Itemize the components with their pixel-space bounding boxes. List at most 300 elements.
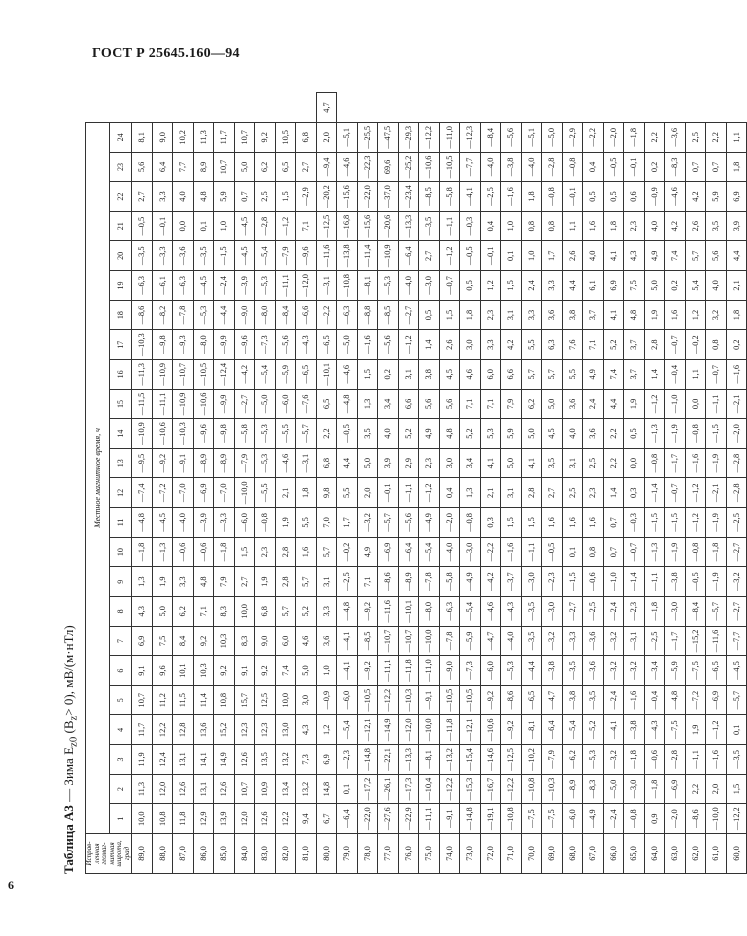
value-cell: —7,2 bbox=[685, 685, 706, 715]
value-cell: —5,4 bbox=[255, 360, 276, 390]
value-cell: 13,2 bbox=[275, 745, 296, 775]
value-cell: —4,6 bbox=[337, 360, 358, 390]
value-cell: —5,9 bbox=[275, 360, 296, 390]
value-cell: 5,0 bbox=[152, 597, 173, 627]
value-cell: —1,5 bbox=[665, 508, 686, 538]
value-cell: —5,8 bbox=[439, 567, 460, 597]
value-cell: 10,9 bbox=[255, 774, 276, 804]
value-cell: —0,6 bbox=[644, 745, 665, 775]
value-cell: 5,7 bbox=[521, 360, 542, 390]
value-cell: 1,9 bbox=[275, 508, 296, 538]
value-cell: 0,0 bbox=[173, 211, 194, 241]
value-cell: —1,2 bbox=[685, 478, 706, 508]
value-cell: 9,1 bbox=[234, 656, 255, 686]
value-cell: —10,9 bbox=[173, 389, 194, 419]
value-cell: —0,5 bbox=[542, 537, 563, 567]
value-cell: —9,6 bbox=[234, 330, 255, 360]
value-cell: —12,1 bbox=[357, 715, 378, 745]
value-cell: 6,0 bbox=[480, 360, 501, 390]
value-cell: —12,2 bbox=[501, 774, 522, 804]
value-cell: —27,6 bbox=[378, 804, 399, 834]
hour-header: 10 bbox=[110, 537, 132, 567]
value-cell: —0,5 bbox=[132, 211, 153, 241]
value-cell: —1,7 bbox=[665, 448, 686, 478]
value-cell: —4,0 bbox=[439, 537, 460, 567]
value-cell: —10,8 bbox=[337, 271, 358, 301]
value-cell: —5,1 bbox=[521, 123, 542, 153]
value-cell: —6,5 bbox=[521, 685, 542, 715]
value-cell: —11,6 bbox=[378, 597, 399, 627]
value-cell: —7,5 bbox=[521, 804, 542, 834]
latitude-header-line: град bbox=[122, 846, 131, 861]
value-cell: —0,4 bbox=[665, 360, 686, 390]
value-cell: 2,1 bbox=[480, 478, 501, 508]
value-cell: 7,4 bbox=[275, 656, 296, 686]
value-cell: 4,1 bbox=[603, 241, 624, 271]
value-cell: 2,3 bbox=[624, 211, 645, 241]
value-cell: 8,3 bbox=[234, 626, 255, 656]
value-cell: —7,8 bbox=[173, 300, 194, 330]
value-cell: 2,0 bbox=[357, 478, 378, 508]
value-cell: 12,3 bbox=[255, 715, 276, 745]
caption-tail: > 0), мВ/(м·нТл) bbox=[61, 625, 76, 716]
value-cell: —0,9 bbox=[316, 685, 337, 715]
value-cell: —2,3 bbox=[337, 745, 358, 775]
value-cell: 1,1 bbox=[562, 211, 583, 241]
value-cell: 3,6 bbox=[316, 626, 337, 656]
value-cell: —3,2 bbox=[603, 626, 624, 656]
value-cell: 1,8 bbox=[603, 211, 624, 241]
value-cell: —1,8 bbox=[624, 745, 645, 775]
value-cell: —2,3 bbox=[624, 597, 645, 627]
value-cell: —12,5 bbox=[501, 745, 522, 775]
value-cell: —2,7 bbox=[234, 389, 255, 419]
value-cell: 9,6 bbox=[152, 656, 173, 686]
hour-header: 7 bbox=[110, 626, 132, 656]
value-cell: —7,7 bbox=[726, 626, 747, 656]
value-cell: —1,6 bbox=[706, 745, 727, 775]
value-cell: 3,5 bbox=[706, 211, 727, 241]
value-cell: 1,8 bbox=[460, 300, 481, 330]
value-cell: —1,0 bbox=[665, 389, 686, 419]
value-cell: —6,5 bbox=[706, 656, 727, 686]
value-cell: —3,6 bbox=[665, 123, 686, 153]
value-cell: 3,1 bbox=[316, 567, 337, 597]
value-cell: 1,9 bbox=[685, 715, 706, 745]
value-cell: —4,2 bbox=[480, 567, 501, 597]
value-cell: —11,3 bbox=[132, 360, 153, 390]
value-cell: —4,9 bbox=[460, 567, 481, 597]
value-cell: 3,0 bbox=[439, 448, 460, 478]
value-cell: —10,0 bbox=[234, 478, 255, 508]
value-cell: —9,0 bbox=[439, 656, 460, 686]
value-cell: 0,1 bbox=[501, 241, 522, 271]
value-cell: 11,5 bbox=[173, 685, 194, 715]
value-cell: —11,6 bbox=[706, 626, 727, 656]
value-cell: —2,0 bbox=[665, 804, 686, 834]
value-cell: —19,1 bbox=[480, 804, 501, 834]
value-cell: —0,7 bbox=[624, 537, 645, 567]
table-caption bbox=[61, 625, 80, 874]
value-cell: —9,2 bbox=[357, 597, 378, 627]
value-cell: 10,1 bbox=[173, 656, 194, 686]
value-cell: 4,9 bbox=[583, 360, 604, 390]
value-cell: 13,1 bbox=[193, 774, 214, 804]
table-row bbox=[480, 93, 501, 874]
value-cell: —7,9 bbox=[275, 241, 296, 271]
value-cell: —3,3 bbox=[152, 241, 173, 271]
value-cell: —1,0 bbox=[603, 567, 624, 597]
value-cell: 4,0 bbox=[562, 419, 583, 449]
value-cell: 11,9 bbox=[132, 745, 153, 775]
value-cell: —3,0 bbox=[542, 597, 563, 627]
value-cell: 2,6 bbox=[685, 211, 706, 241]
value-cell: —2,8 bbox=[255, 211, 276, 241]
value-cell: 6,7 bbox=[316, 804, 337, 834]
value-cell: 2,3 bbox=[480, 300, 501, 330]
value-cell: —2,8 bbox=[726, 478, 747, 508]
value-cell: 5,7 bbox=[685, 241, 706, 271]
value-cell: —5,8 bbox=[439, 182, 460, 212]
value-cell: 4,9 bbox=[644, 241, 665, 271]
value-cell: 7,1 bbox=[460, 389, 481, 419]
value-cell: —0,7 bbox=[439, 271, 460, 301]
value-cell: —2,0 bbox=[603, 123, 624, 153]
value-cell: —3,6 bbox=[583, 656, 604, 686]
value-cell: 4,8 bbox=[439, 419, 460, 449]
value-cell: —6,0 bbox=[562, 804, 583, 834]
value-cell: —8,4 bbox=[685, 597, 706, 627]
latitude-header-line: нитная bbox=[107, 842, 116, 865]
value-cell: 3,8 bbox=[562, 300, 583, 330]
table-row bbox=[296, 93, 317, 874]
value-cell: —1,8 bbox=[132, 537, 153, 567]
value-cell: —5,0 bbox=[255, 389, 276, 419]
value-cell: 3,3 bbox=[480, 330, 501, 360]
value-cell: 9,8 bbox=[316, 478, 337, 508]
value-cell: —1,8 bbox=[624, 123, 645, 153]
value-cell: 5,9 bbox=[501, 419, 522, 449]
value-cell: —8,1 bbox=[521, 715, 542, 745]
value-cell: 9,0 bbox=[152, 123, 173, 153]
value-cell: —10,9 bbox=[378, 241, 399, 271]
value-cell: —5,3 bbox=[255, 271, 276, 301]
value-cell: 5,9 bbox=[706, 182, 727, 212]
value-cell: 8,9 bbox=[193, 152, 214, 182]
value-cell: —3,5 bbox=[521, 626, 542, 656]
hour-header: 16 bbox=[110, 360, 132, 390]
value-cell: —0,6 bbox=[193, 537, 214, 567]
value-cell: —6,5 bbox=[316, 330, 337, 360]
value-cell: 4,4 bbox=[562, 271, 583, 301]
table-row bbox=[644, 93, 665, 874]
value-cell: —1,2 bbox=[419, 478, 440, 508]
value-cell: —3,8 bbox=[501, 152, 522, 182]
value-cell: —2,0 bbox=[726, 419, 747, 449]
value-cell: —2,1 bbox=[706, 478, 727, 508]
value-cell: 2,6 bbox=[439, 330, 460, 360]
value-cell: —9,9 bbox=[214, 389, 235, 419]
value-cell: —2,2 bbox=[583, 123, 604, 153]
value-cell: 9,1 bbox=[132, 656, 153, 686]
value-cell: 11,7 bbox=[132, 715, 153, 745]
value-cell: —1,1 bbox=[521, 537, 542, 567]
value-cell: 13,2 bbox=[296, 774, 317, 804]
value-cell: 0,7 bbox=[603, 508, 624, 538]
hour-header: 14 bbox=[110, 419, 132, 449]
value-cell: —8,3 bbox=[583, 774, 604, 804]
value-cell: —5,4 bbox=[337, 715, 358, 745]
value-cell: —4,2 bbox=[234, 360, 255, 390]
latitude-cell: 71,0 bbox=[501, 834, 522, 874]
value-cell: 0,5 bbox=[603, 182, 624, 212]
value-cell: —4,4 bbox=[521, 656, 542, 686]
value-cell: —10,0 bbox=[419, 715, 440, 745]
value-cell: —4,5 bbox=[234, 211, 255, 241]
value-cell: —5,8 bbox=[234, 419, 255, 449]
value-cell: 1,5 bbox=[501, 508, 522, 538]
value-cell: 12,4 bbox=[152, 745, 173, 775]
value-cell: —2,1 bbox=[726, 389, 747, 419]
value-cell: —8,9 bbox=[214, 448, 235, 478]
value-cell: —5,9 bbox=[665, 656, 686, 686]
value-cell: —12,4 bbox=[214, 360, 235, 390]
value-cell: 1,3 bbox=[357, 389, 378, 419]
table-row bbox=[726, 93, 747, 874]
latitude-cell: 89,0 bbox=[132, 834, 153, 874]
value-cell: 4,9 bbox=[357, 537, 378, 567]
value-cell: —10,6 bbox=[419, 152, 440, 182]
value-cell: —1,4 bbox=[644, 478, 665, 508]
value-cell: 5,0 bbox=[521, 419, 542, 449]
value-cell: —2,5 bbox=[644, 626, 665, 656]
value-cell: —5,3 bbox=[193, 300, 214, 330]
value-cell: —1,1 bbox=[439, 211, 460, 241]
value-cell: —2,4 bbox=[214, 271, 235, 301]
value-cell: —1,2 bbox=[685, 508, 706, 538]
value-cell: —3,6 bbox=[173, 241, 194, 271]
value-cell: 1,6 bbox=[296, 537, 317, 567]
value-cell: —10,3 bbox=[542, 774, 563, 804]
value-cell: —6,4 bbox=[337, 804, 358, 834]
value-cell: 5,0 bbox=[644, 271, 665, 301]
latitude-cell: 81,0 bbox=[296, 834, 317, 874]
value-cell: —4,3 bbox=[644, 715, 665, 745]
value-cell: —0,8 bbox=[685, 537, 706, 567]
value-cell: —3,0 bbox=[419, 271, 440, 301]
value-cell: 11,3 bbox=[193, 123, 214, 153]
value-cell: —2,7 bbox=[726, 537, 747, 567]
value-cell: 10,0 bbox=[132, 804, 153, 834]
latitude-cell: 68,0 bbox=[562, 834, 583, 874]
value-cell: —3,5 bbox=[132, 241, 153, 271]
value-cell: 3,5 bbox=[542, 448, 563, 478]
value-cell: —7,9 bbox=[234, 448, 255, 478]
value-cell: —4,9 bbox=[583, 804, 604, 834]
value-cell: —22,3 bbox=[357, 152, 378, 182]
value-cell: 6,9 bbox=[726, 182, 747, 212]
value-cell: —5,0 bbox=[542, 123, 563, 153]
value-cell: —4,0 bbox=[480, 152, 501, 182]
hour-header: 2 bbox=[110, 774, 132, 804]
caption-sub-z: z bbox=[67, 715, 80, 721]
value-cell: —3,6 bbox=[583, 626, 604, 656]
value-cell: 4,3 bbox=[132, 597, 153, 627]
value-cell: 4,0 bbox=[706, 271, 727, 301]
value-cell: —3,7 bbox=[501, 567, 522, 597]
value-cell: —9,8 bbox=[152, 330, 173, 360]
value-cell: 5,6 bbox=[419, 389, 440, 419]
value-cell: —11,6 bbox=[316, 241, 337, 271]
latitude-cell: 73,0 bbox=[460, 834, 481, 874]
value-cell: —0,5 bbox=[685, 567, 706, 597]
value-cell: —10,5 bbox=[357, 685, 378, 715]
value-cell: —37,0 bbox=[378, 182, 399, 212]
value-cell: —6,4 bbox=[398, 537, 419, 567]
value-cell: —3,8 bbox=[562, 685, 583, 715]
value-cell: 4,4 bbox=[337, 448, 358, 478]
hour-header: 15 bbox=[110, 389, 132, 419]
hour-header: 23 bbox=[110, 152, 132, 182]
value-cell: 6,9 bbox=[603, 271, 624, 301]
value-cell: —0,7 bbox=[706, 360, 727, 390]
value-cell: —6,5 bbox=[296, 360, 317, 390]
value-cell: —12,0 bbox=[398, 715, 419, 745]
value-cell: 12,3 bbox=[234, 715, 255, 745]
value-cell: —9,4 bbox=[316, 152, 337, 182]
value-cell: —7,8 bbox=[419, 567, 440, 597]
value-cell: —23,4 bbox=[398, 182, 419, 212]
value-cell: —4,9 bbox=[419, 508, 440, 538]
value-cell: —15,6 bbox=[357, 211, 378, 241]
value-cell: —3,9 bbox=[234, 271, 255, 301]
value-cell: 5,2 bbox=[460, 419, 481, 449]
value-cell: —5,3 bbox=[255, 419, 276, 449]
value-cell: —2,4 bbox=[603, 597, 624, 627]
table-row bbox=[665, 93, 686, 874]
value-cell: 7,1 bbox=[193, 597, 214, 627]
value-cell: 1,8 bbox=[296, 478, 317, 508]
value-cell: —8,4 bbox=[275, 300, 296, 330]
latitude-cell: 70,0 bbox=[521, 834, 542, 874]
value-cell: —10,8 bbox=[501, 804, 522, 834]
value-cell: 6,6 bbox=[501, 360, 522, 390]
value-cell: 6,2 bbox=[521, 389, 542, 419]
latitude-cell: 83,0 bbox=[255, 834, 276, 874]
value-cell: 2,6 bbox=[562, 241, 583, 271]
value-cell: —22,9 bbox=[398, 804, 419, 834]
value-cell: 2,7 bbox=[296, 152, 317, 182]
value-cell: —0,7 bbox=[665, 330, 686, 360]
value-cell: 1,0 bbox=[501, 211, 522, 241]
table-row bbox=[357, 93, 378, 874]
value-cell: —5,3 bbox=[255, 448, 276, 478]
latitude-cell: 84,0 bbox=[234, 834, 255, 874]
value-cell: —4,8 bbox=[132, 508, 153, 538]
value-cell: —8,6 bbox=[501, 685, 522, 715]
value-cell: 11,3 bbox=[132, 774, 153, 804]
value-cell: —8,6 bbox=[685, 804, 706, 834]
value-cell: —9,6 bbox=[296, 241, 317, 271]
value-cell: —10,3 bbox=[132, 330, 153, 360]
value-cell: —0,5 bbox=[603, 152, 624, 182]
value-cell: —0,8 bbox=[624, 804, 645, 834]
value-cell: —22,0 bbox=[357, 804, 378, 834]
document-header: ГОСТ Р 25645.160—94 bbox=[92, 46, 240, 61]
value-cell: 0,1 bbox=[337, 774, 358, 804]
table-row bbox=[583, 93, 604, 874]
value-cell: —1,1 bbox=[706, 389, 727, 419]
value-cell: —8,5 bbox=[419, 182, 440, 212]
value-cell: 6,2 bbox=[173, 597, 194, 627]
value-cell: —8,5 bbox=[378, 300, 399, 330]
hour-header: 18 bbox=[110, 300, 132, 330]
value-cell: —9,1 bbox=[419, 685, 440, 715]
value-cell: 2,0 bbox=[316, 123, 337, 153]
value-cell: —3,2 bbox=[603, 745, 624, 775]
value-cell: —3,2 bbox=[542, 626, 563, 656]
value-cell: —1,3 bbox=[152, 537, 173, 567]
value-cell: 2,3 bbox=[419, 448, 440, 478]
value-cell: —1,5 bbox=[644, 508, 665, 538]
value-cell: —4,1 bbox=[603, 715, 624, 745]
value-cell: —6,3 bbox=[173, 271, 194, 301]
value-cell: 1,0 bbox=[214, 211, 235, 241]
value-cell: —5,1 bbox=[337, 123, 358, 153]
value-cell: 5,2 bbox=[296, 597, 317, 627]
value-cell: —9,9 bbox=[214, 330, 235, 360]
value-cell: —3,2 bbox=[357, 508, 378, 538]
value-cell: 4,5 bbox=[542, 419, 563, 449]
value-cell: 1,7 bbox=[337, 508, 358, 538]
value-cell: 7,1 bbox=[357, 567, 378, 597]
value-cell: 3,1 bbox=[398, 360, 419, 390]
hour-header: 17 bbox=[110, 330, 132, 360]
value-cell: 6,8 bbox=[296, 123, 317, 153]
value-cell: 1,9 bbox=[152, 567, 173, 597]
value-cell: —6,9 bbox=[706, 685, 727, 715]
value-cell: 8,1 bbox=[132, 123, 153, 153]
value-cell: 2,7 bbox=[542, 478, 563, 508]
value-cell: 7,9 bbox=[214, 567, 235, 597]
value-cell: 10,7 bbox=[214, 152, 235, 182]
table-row bbox=[255, 93, 276, 874]
value-cell: 11,4 bbox=[193, 685, 214, 715]
value-cell: 12,2 bbox=[275, 804, 296, 834]
value-cell: —2,2 bbox=[316, 300, 337, 330]
table-row bbox=[214, 93, 235, 874]
value-cell: —9,2 bbox=[501, 715, 522, 745]
value-cell: 5,6 bbox=[439, 389, 460, 419]
value-cell: 15,2 bbox=[214, 715, 235, 745]
value-cell: 13,9 bbox=[214, 804, 235, 834]
value-cell: 3,9 bbox=[378, 448, 399, 478]
value-cell: —7,8 bbox=[439, 626, 460, 656]
value-cell: —10,5 bbox=[439, 152, 460, 182]
value-cell: 2,1 bbox=[726, 271, 747, 301]
value-cell: —7,3 bbox=[460, 656, 481, 686]
value-cell: —47,5 bbox=[378, 123, 399, 153]
value-cell: 3,7 bbox=[624, 330, 645, 360]
value-cell: —3,1 bbox=[624, 626, 645, 656]
value-cell: —6,3 bbox=[132, 271, 153, 301]
value-cell: 4,4 bbox=[726, 241, 747, 271]
value-cell: 3,3 bbox=[521, 300, 542, 330]
value-cell: 1,8 bbox=[521, 182, 542, 212]
table-row bbox=[439, 93, 460, 874]
value-cell: —11,0 bbox=[439, 123, 460, 153]
latitude-cell: 61,0 bbox=[706, 834, 727, 874]
